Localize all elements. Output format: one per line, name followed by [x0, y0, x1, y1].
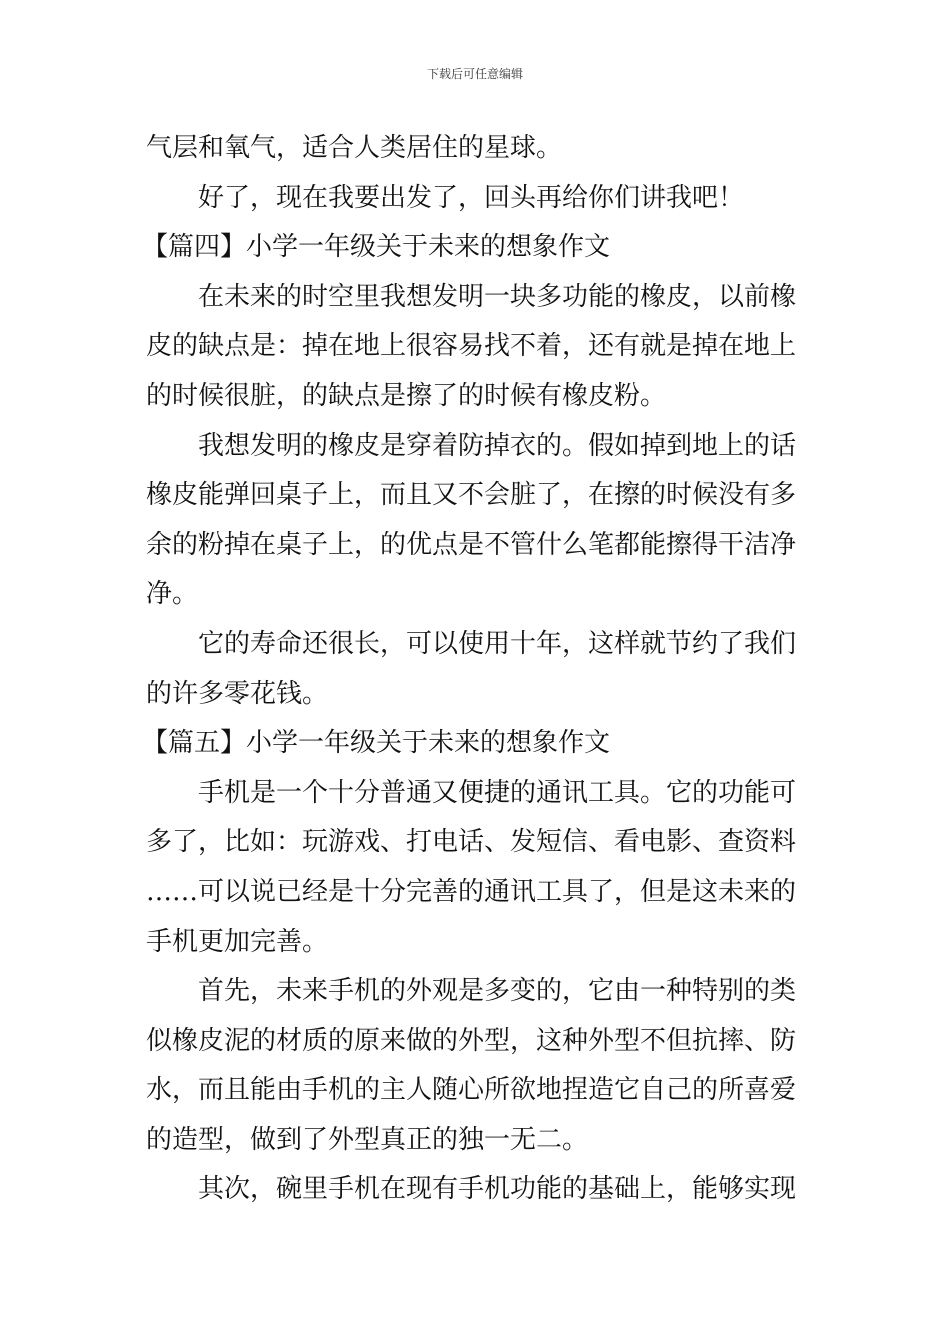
text-line: 净。: [146, 579, 199, 610]
text-line: 的造型，做到了外型真正的独一无二。: [146, 1124, 589, 1155]
text-line: 它的寿命还很长，可以使用十年，这样就节约了我们: [198, 628, 797, 659]
text-line: 的时候很脏，的缺点是擦了的时候有橡皮粉。: [146, 380, 667, 411]
text-line: 手机更加完善。: [146, 926, 329, 957]
text-line: 水，而且能由手机的主人随心所欲地捏造它自己的所喜爱: [146, 1075, 797, 1106]
section-heading: 【篇五】小学一年级关于未来的想象作文: [142, 728, 611, 759]
text-line: 在未来的时空里我想发明一块多功能的橡皮，以前橡: [198, 281, 797, 312]
text-line: 手机是一个十分普通又便捷的通讯工具。它的功能可: [198, 777, 797, 808]
text-line: 好了，现在我要出发了，回头再给你们讲我吧！: [198, 182, 745, 213]
text-line: 的许多零花钱。: [146, 678, 329, 709]
section-heading: 【篇四】小学一年级关于未来的想象作文: [142, 232, 611, 263]
text-line: 皮的缺点是：掉在地上很容易找不着，还有就是掉在地上: [146, 331, 797, 362]
text-line: 其次，碗里手机在现有手机功能的基础上，能够实现: [198, 1174, 797, 1205]
text-line: 首先，未来手机的外观是多变的，它由一种特别的类: [198, 976, 797, 1007]
text-line: 橡皮能弹回桌子上，而且又不会脏了，在擦的时候没有多: [146, 480, 797, 511]
text-line: 我想发明的橡皮是穿着防掉衣的。假如掉到地上的话: [198, 430, 797, 461]
text-line: ……可以说已经是十分完善的通讯工具了，但是这未来的: [146, 876, 797, 907]
text-line: 多了，比如：玩游戏、打电话、发短信、看电影、查资料: [146, 827, 797, 858]
page-header: 下载后可任意编辑: [426, 67, 523, 81]
text-line: 气层和氧气，适合人类居住的星球。: [146, 133, 563, 163]
text-line: 余的粉掉在桌子上，的优点是不管什么笔都能擦得干洁净: [146, 529, 797, 560]
text-line: 似橡皮泥的材质的原来做的外型，这种外型不但抗摔、防: [146, 1025, 797, 1056]
document-body: [142, 124, 810, 1215]
